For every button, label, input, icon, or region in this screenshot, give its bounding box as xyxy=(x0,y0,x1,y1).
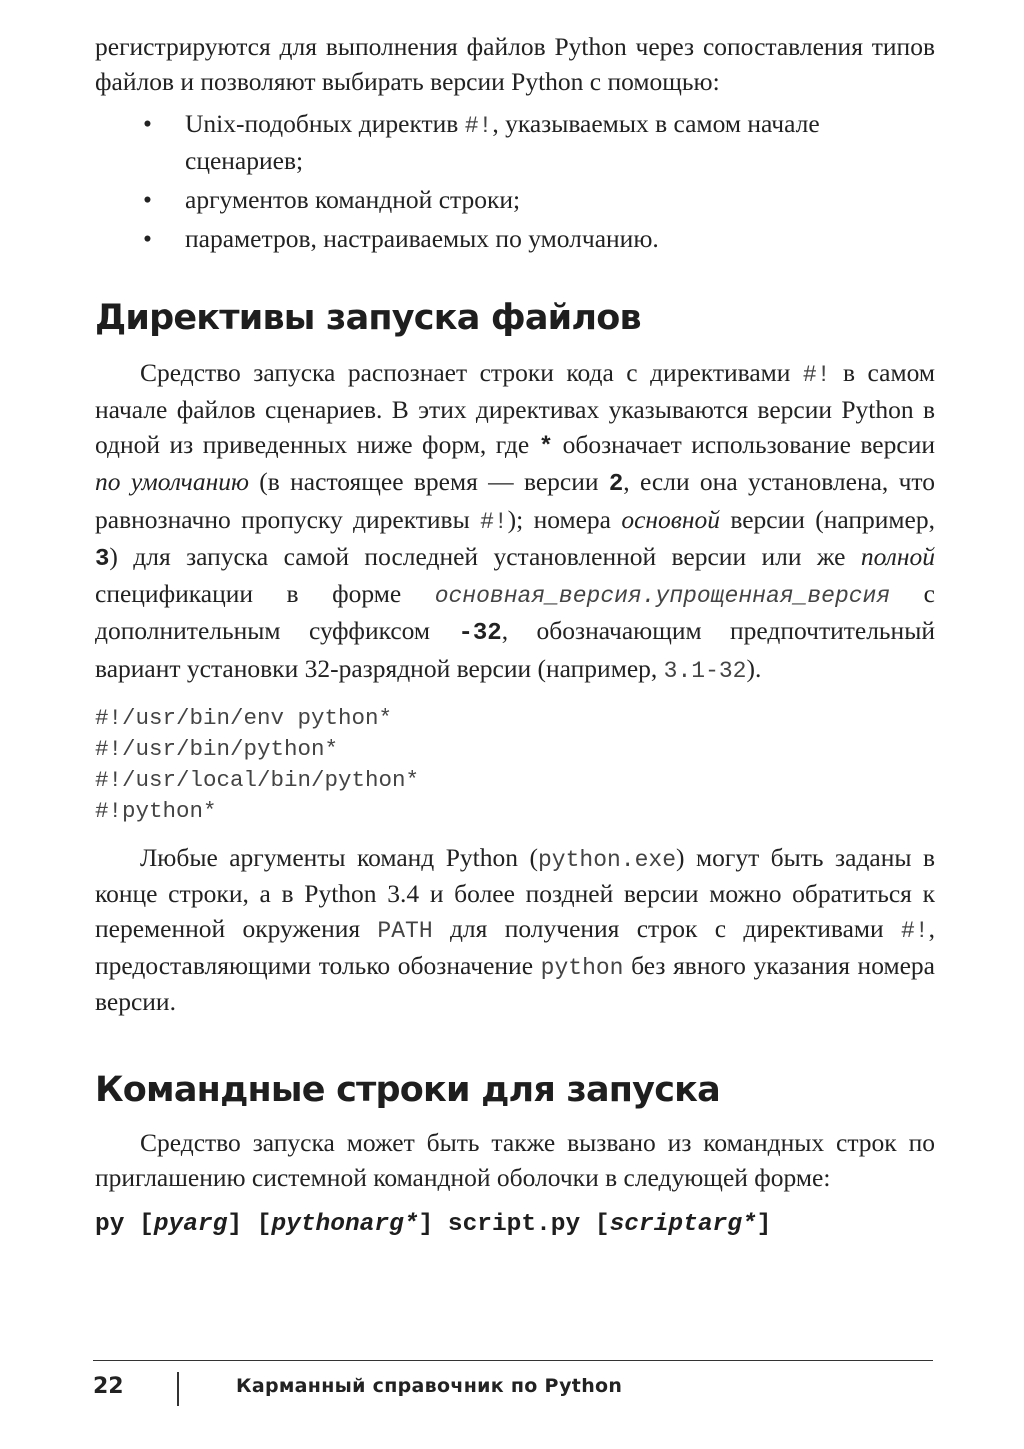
bullet-item xyxy=(95,183,935,218)
footer-divider xyxy=(177,1372,179,1406)
book-title: Карманный справочник по Python xyxy=(236,1375,623,1397)
bullet-text: параметров, настраиваемых по умолчанию. xyxy=(185,223,659,253)
bullet-dot-icon: • xyxy=(143,109,152,139)
page-content xyxy=(95,30,935,1238)
bullet-text: аргументов командной строки; xyxy=(185,184,521,214)
code-line: #!/usr/bin/python* xyxy=(95,735,339,762)
code-line: #!/usr/local/bin/python* xyxy=(95,766,420,793)
footer-rule xyxy=(93,1360,933,1361)
bullet-text: Unix-подобных директив xyxy=(185,109,465,139)
section-heading: Командные строки для запуска xyxy=(95,1070,720,1111)
page-footer xyxy=(93,1372,933,1408)
body-paragraph: Средство запуска распознает строки кода с директивами #! в самом начале файлов сценариев. В этих директивах указываются версии Python в одной из приведенных ниже форм, где * обозначает использование версии по умолчанию (в настоящее время — версии 2, если она установлена, что равнозначно пропуску директивы #!); номера основной версии (например, 3) для запуска самой последней установленной версии или же полной спецификации в форме основная_версия.упрощенная_версия с дополнительным суффиксом -32, обозначающим предпочтительный вариант установки 32-разрядной версии (например, 3.1-32). xyxy=(95,358,936,684)
intro-paragraph: регистрируются для выполнения файлов Python через сопоставления типов файлов и позволяют выбирать версии Python с помощью: xyxy=(95,32,935,96)
bullet-code: #! xyxy=(464,113,493,140)
code-block xyxy=(95,703,935,827)
page-number: 22 xyxy=(93,1374,124,1399)
bullet-dot-icon: • xyxy=(143,223,152,253)
bullet-item xyxy=(95,222,935,257)
bullet-dot-icon: • xyxy=(143,184,152,214)
code-line: #!/usr/bin/env python* xyxy=(95,704,393,731)
body-paragraph: Любые аргументы команд Python (python.exe) могут быть заданы в конце строки, а в Python 3.4 и более поздней версии можно обратиться к переменной окружения PATH для получения строк с директивами #!, предоставляющими только обозначение python без явного указания номера версии. xyxy=(95,842,935,1017)
bullet-item xyxy=(95,107,935,178)
command-syntax: py [pyarg] [pythonarg*] script.py [scriptarg*] xyxy=(95,1211,772,1239)
code-line: #!python* xyxy=(95,797,217,824)
bullet-text: , указываемых в самом начале сценариев; xyxy=(185,109,820,176)
body-paragraph: Средство запуска может быть также вызвано из командных строк по приглашению системной командной оболочки в следующей форме: xyxy=(95,1128,935,1192)
bullet-list xyxy=(95,107,935,256)
section-heading: Директивы запуска файлов xyxy=(95,298,641,339)
